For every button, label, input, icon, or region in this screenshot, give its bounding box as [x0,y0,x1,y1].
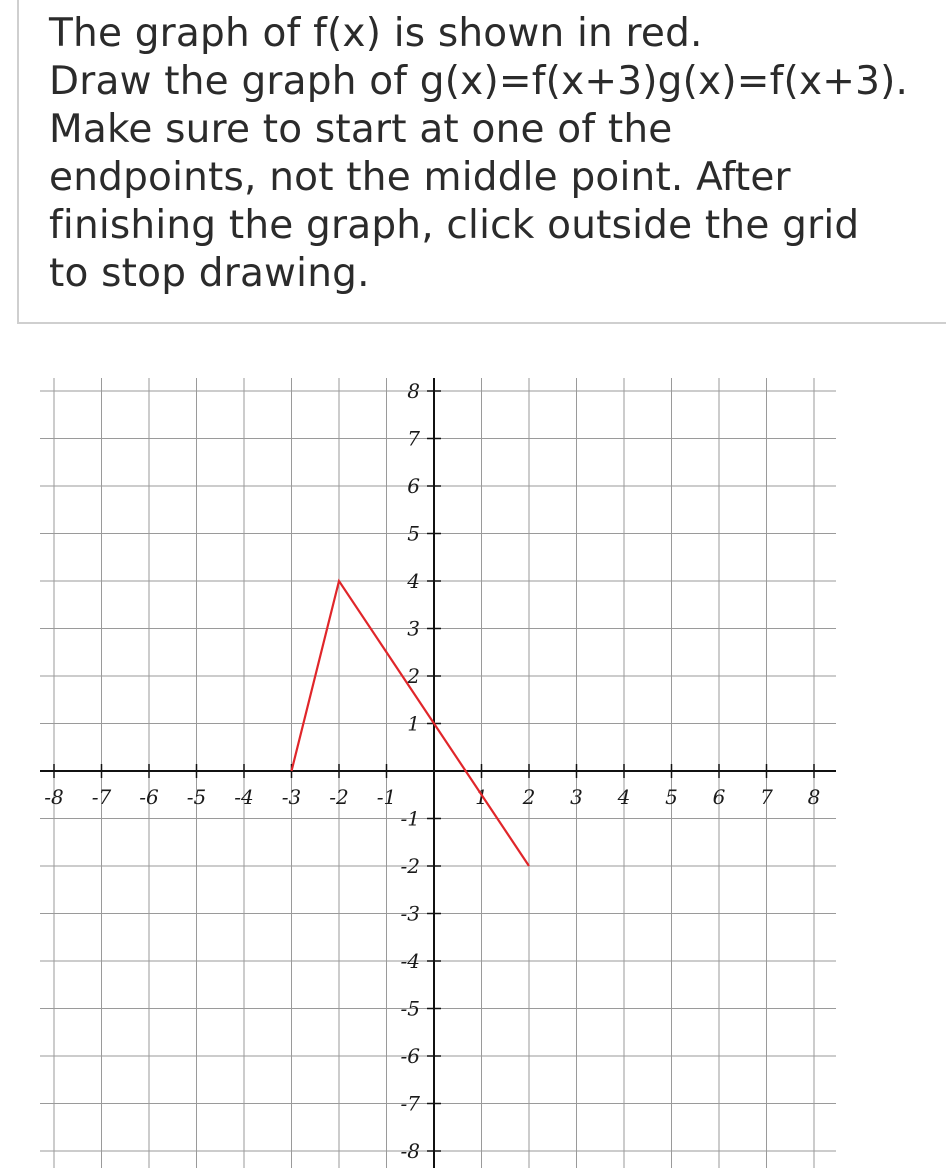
x-tick-label: 3 [570,785,583,809]
x-tick-label: -7 [91,785,112,809]
y-tick-label: 3 [407,616,420,641]
question-line-2: Draw the graph of g(x)=f(x+3)g(x)=f(x+3). [49,59,909,104]
y-tick-label: 4 [407,569,420,593]
x-tick-label: 6 [712,785,726,809]
x-tick-label: 4 [617,785,631,809]
x-tick-label: 7 [760,785,773,809]
axes [40,378,836,1168]
x-tick-label: -6 [139,785,159,809]
x-tick-label: -2 [329,785,349,809]
x-tick-label: -1 [376,785,397,809]
y-tick-label: 1 [407,711,420,736]
y-tick-label: -3 [400,901,420,926]
question-line-1: The graph of f(x) is shown in red. [49,11,703,56]
question-text [49,10,929,298]
y-tick-label: -6 [400,1044,420,1068]
y-tick-label: -8 [400,1139,420,1163]
graph-canvas[interactable] [0,370,946,1170]
question-line-5: finishing the graph, click outside the grid [49,203,860,248]
y-tick-label: 8 [407,379,420,403]
question-line-6: to stop drawing. [49,251,370,296]
question-line-3: Make sure to start at one of the [49,107,673,152]
grid-lines [40,378,836,1168]
x-tick-label: -5 [186,785,207,809]
y-tick-label: 5 [407,521,420,546]
y-tick-label: -5 [400,996,420,1021]
x-tick-label: 5 [665,785,678,809]
y-tick-label: -2 [400,854,420,878]
question-panel [17,0,946,324]
y-tick-label: 2 [407,664,420,688]
question-line-4: endpoints, not the middle point. After [49,155,791,200]
x-tick-label: 2 [522,785,536,809]
y-tick-label: 6 [407,474,420,498]
x-tick-label: -4 [234,785,254,809]
y-tick-label: -1 [400,806,420,831]
x-tick-label: 8 [807,785,821,809]
y-tick-label: -7 [400,1091,420,1116]
x-tick-label: -3 [281,785,302,809]
x-tick-label: 1 [475,785,488,809]
y-tick-label: -4 [400,949,420,973]
x-tick-label: -8 [44,785,64,809]
y-tick-label: 7 [407,426,420,451]
